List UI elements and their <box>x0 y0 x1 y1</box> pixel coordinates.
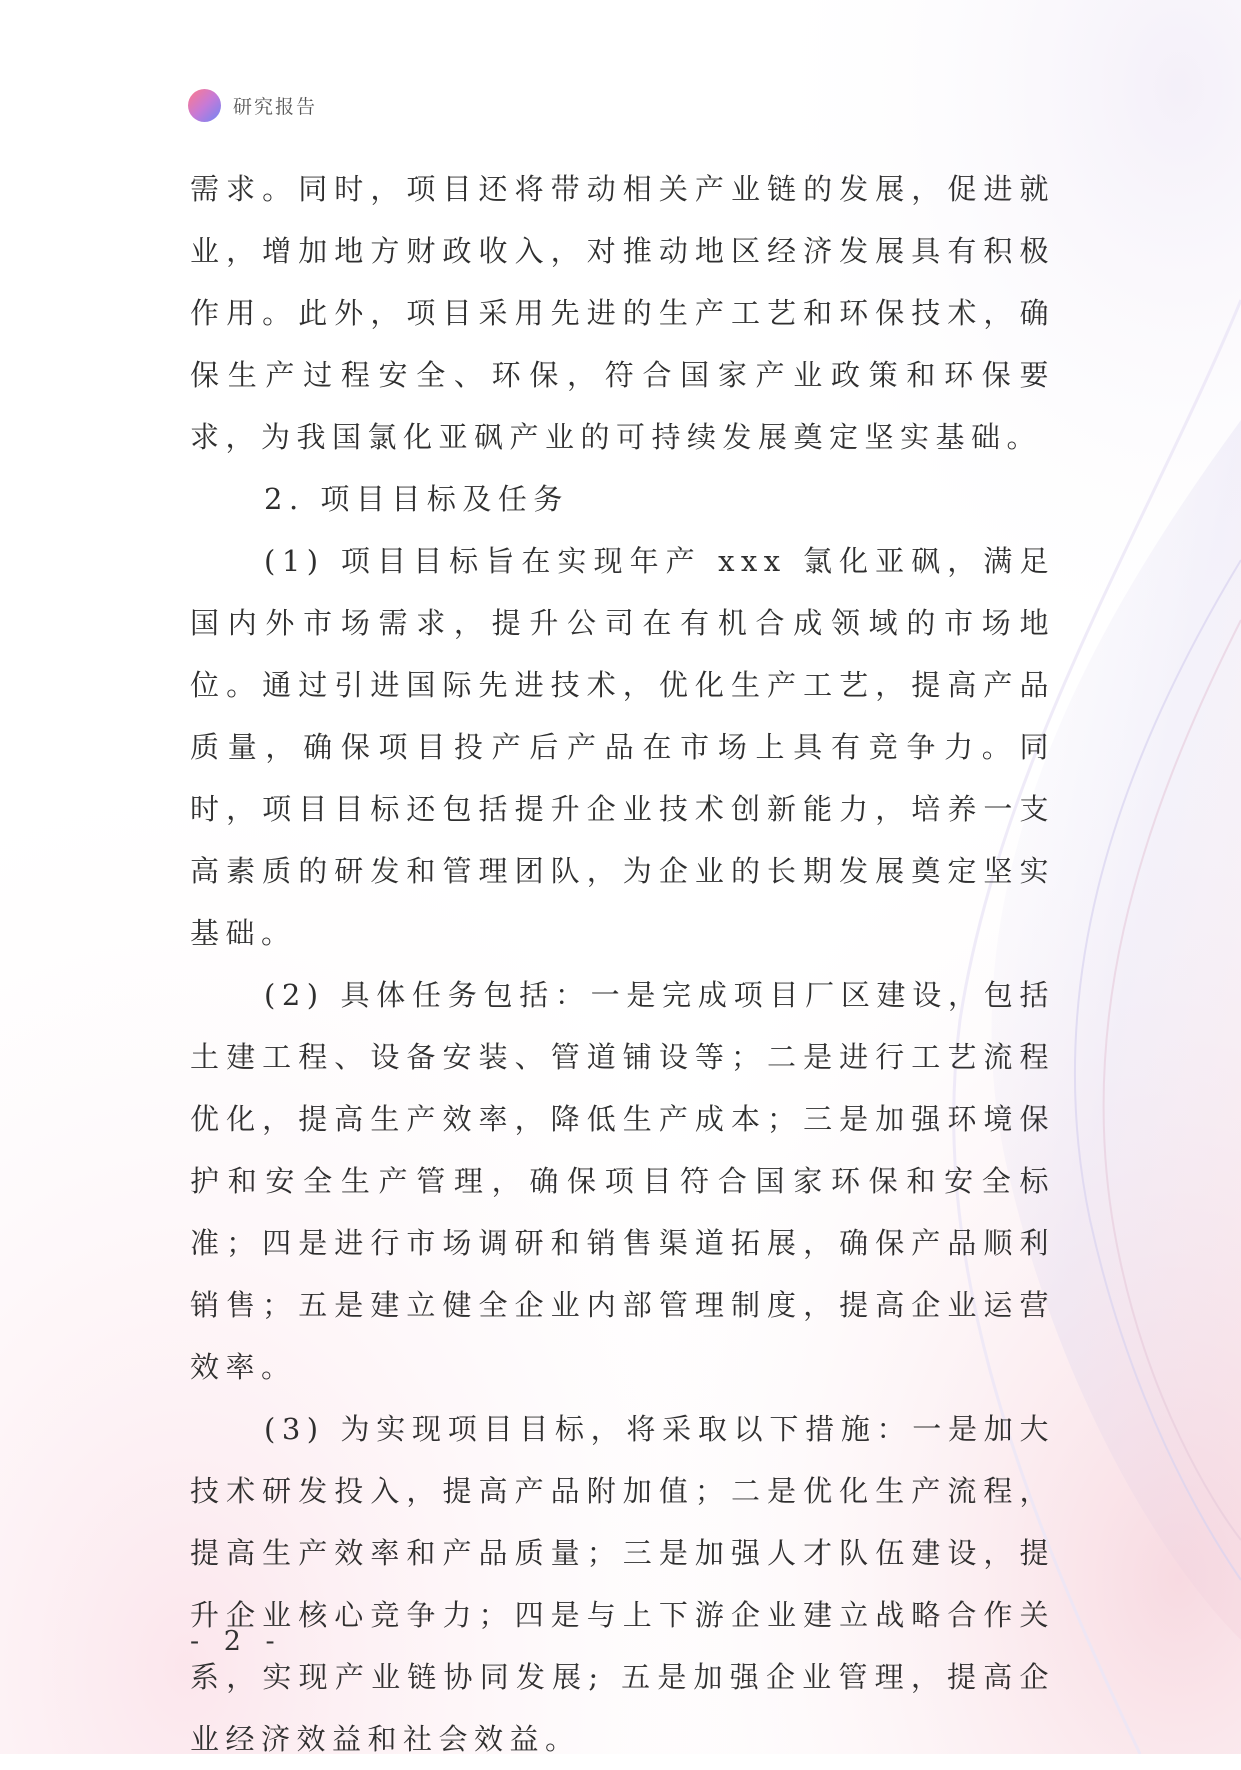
gradient-circle-icon <box>188 89 221 122</box>
paragraph: (1) 项目目标旨在实现年产 xxx 氯化亚砜，满足国内外市场需求，提升公司在有机合成领域的市场地位。通过引进国际先进技术，优化生产工艺，提高产品质量，确保项目投产后产品在市场上具有竞争力。同时，项目目标还包括提升企业技术创新能力，培养一支高素质的研发和管理团队，为企业的长期发展奠定坚实基础。 <box>190 544 1055 950</box>
document-body <box>190 158 1055 1770</box>
paragraph: 需求。同时，项目还将带动相关产业链的发展，促进就业，增加地方财政收入，对推动地区经济发展具有积极作用。此外，项目采用先进的生产工艺和环保技术，确保生产过程安全、环保，符合国家产业政策和环保要求，为我国氯化亚砜产业的可持续发展奠定坚实基础。 <box>190 172 1055 454</box>
paragraph: (2) 具体任务包括：一是完成项目厂区建设，包括土建工程、设备安装、管道铺设等；二是进行工艺流程优化，提高生产效率，降低生产成本；三是加强环境保护和安全生产管理，确保项目符合国家环保和安全标准；四是进行市场调研和销售渠道拓展，确保产品顺利销售；五是建立健全企业内部管理制度，提高企业运营效率。 <box>190 978 1055 1384</box>
page-header <box>188 88 317 122</box>
header-title: 研究报告 <box>233 95 318 118</box>
paragraph: (3) 为实现项目目标，将采取以下措施：一是加大技术研发投入，提高产品附加值；二是优化生产流程，提高生产效率和产品质量；三是加强人才队伍建设，提升企业核心竞争力；四是与上下游企业建立战略合作关系，实现产业链协同发展; 五是加强企业管理，提高企业经济效益和社会效益。 <box>190 1412 1055 1756</box>
page-number: - 2 - <box>190 1626 283 1657</box>
section-heading: 2. 项目目标及任务 <box>264 482 569 516</box>
